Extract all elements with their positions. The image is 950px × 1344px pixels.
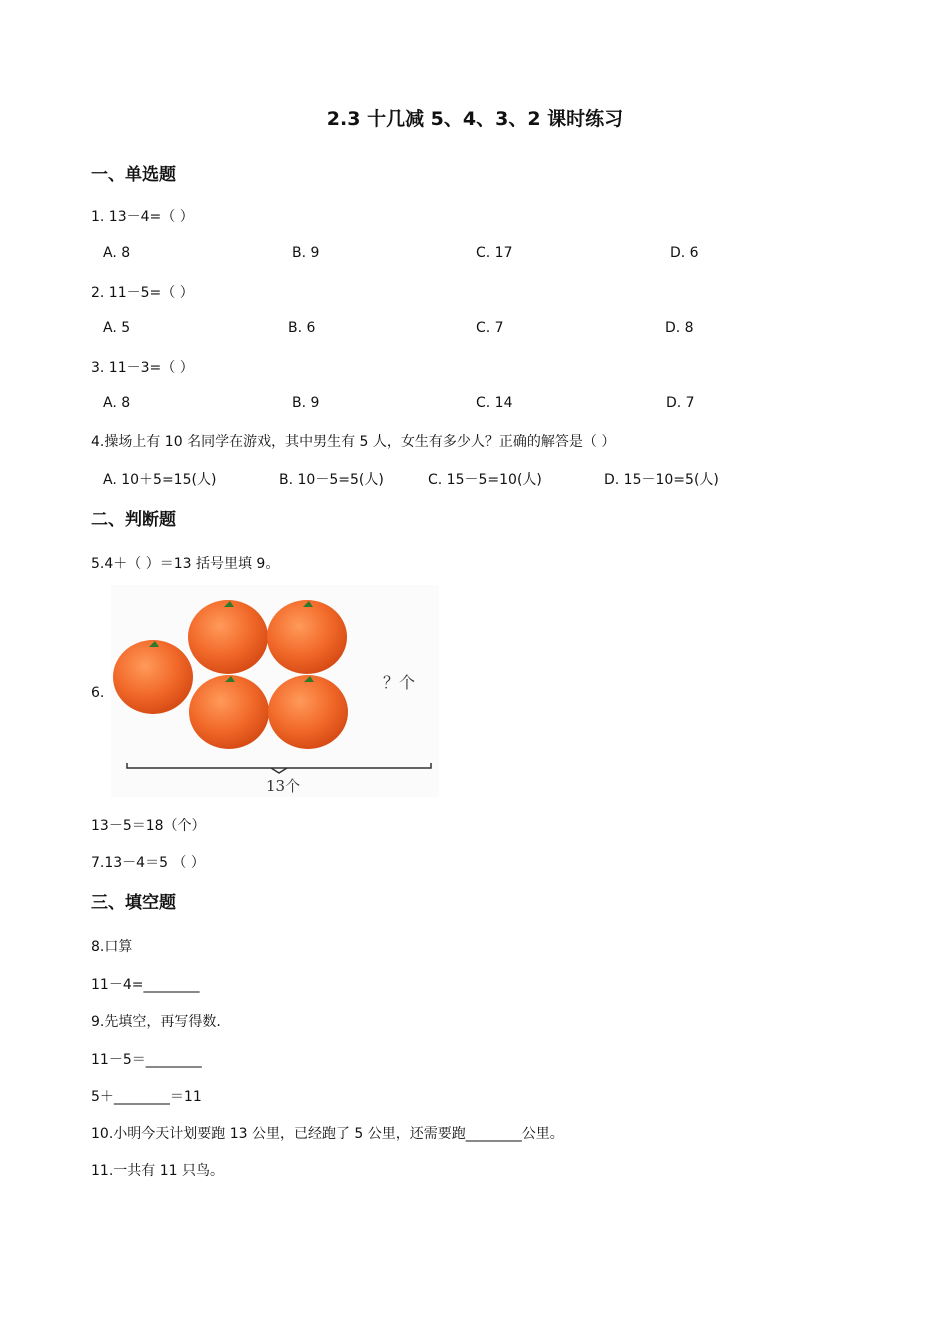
q3-option-d[interactable]: D. 7 [666,395,695,411]
question-10-stem[interactable]: 10.小明今天计划要跑 13 公里，已经跑了 5 公里，还需要跑________公里。 [91,1126,564,1142]
question-2-stem: 2. 11－5=（ ） [91,285,194,301]
q2-option-d[interactable]: D. 8 [665,320,694,336]
q1-option-c[interactable]: C. 17 [476,245,513,261]
orange-fruit-icon [188,600,268,674]
question-1-stem: 1. 13－4=（ ） [91,209,194,225]
q2-option-a[interactable]: A. 5 [103,320,131,336]
orange-fruit-icon [113,640,193,714]
question-3-stem: 3. 11－3=（ ） [91,360,194,376]
question-8-blank-line[interactable]: 11－4=________ [91,977,200,993]
q2-option-b[interactable]: B. 6 [288,320,316,336]
q2-option-c[interactable]: C. 7 [476,320,504,336]
total-count-label: 13个 [266,777,301,795]
section-heading-single-choice: 一、单选题 [91,165,176,185]
q1-option-d[interactable]: D. 6 [670,245,699,261]
question-9-blank-line-2[interactable]: 5＋________＝11 [91,1089,202,1105]
q4-option-a[interactable]: A. 10＋5=15(人) [103,472,217,488]
q1-option-b[interactable]: B. 9 [292,245,320,261]
question-9-blank-line-1[interactable]: 11－5＝________ [91,1052,202,1068]
question-11-stem: 11.一共有 11 只鸟。 [91,1163,224,1179]
section-heading-true-false: 二、判断题 [91,510,176,530]
question-5-stem: 5.4＋（ ）＝13 括号里填 9。 [91,556,280,572]
orange-fruit-icon [189,675,269,749]
question-6-statement: 13－5＝18（个） [91,818,206,834]
q3-option-b[interactable]: B. 9 [292,395,320,411]
orange-fruit-icon [268,675,348,749]
question-7-stem: 7.13－4＝5 （ ） [91,855,205,871]
oranges-figure [111,585,439,797]
question-4-stem: 4.操场上有 10 名同学在游戏，其中男生有 5 人，女生有多少人？正确的解答是（ ） [91,434,616,450]
q1-option-a[interactable]: A. 8 [103,245,131,261]
q3-option-a[interactable]: A. 8 [103,395,131,411]
question-8-stem: 8.口算 [91,939,133,955]
page-title: 2.3 十几减 5、4、3、2 课时练习 [326,108,624,130]
question-6-number: 6. [91,685,105,701]
orange-fruit-icon [267,600,347,674]
question-9-stem: 9.先填空，再写得数. [91,1014,221,1030]
unknown-count-label: ？个 [383,673,416,692]
q4-option-b[interactable]: B. 10－5=5(人) [279,472,384,488]
total-brace [127,763,431,768]
q4-option-d[interactable]: D. 15－10=5(人) [604,472,719,488]
q4-option-c[interactable]: C. 15－5=10(人) [428,472,542,488]
section-heading-fill-blank: 三、填空题 [91,893,176,913]
q3-option-c[interactable]: C. 14 [476,395,513,411]
